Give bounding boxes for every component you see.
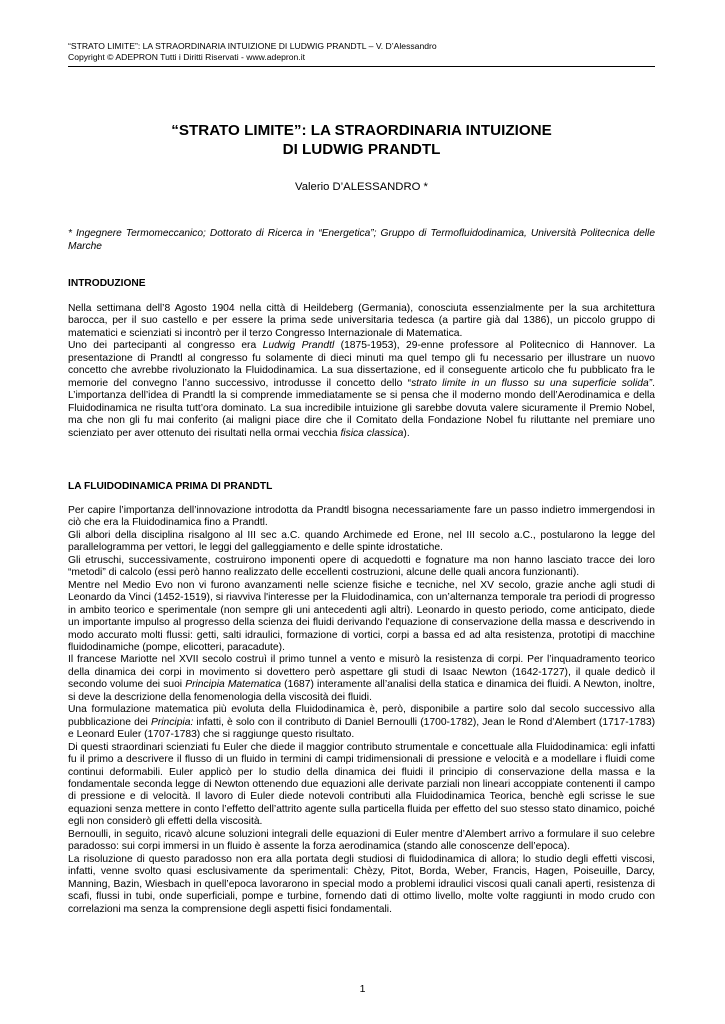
section-heading-fluidodinamica: LA FLUIDODINAMICA PRIMA DI PRANDTL: [68, 481, 273, 492]
intro-p2-text-d: ).: [403, 427, 410, 439]
fluid-body: [68, 505, 655, 916]
intro-p2-text-b: (1875-1953), 29-enne professore al Politecnico di Hannover. La presentazione di Prandtl al congresso fu solamente di dieci minuti ma quel tempo gli fu necessario per illustrare un nuovo concetto che avrebbe rivoluzionato la Fluidodinamica. La sua dissertazione, ed il conseguente articolo che fu pubblicato fra le memorie del convegno l’anno successivo, introdusse il concetto dello “: [68, 340, 655, 389]
fluid-p5-text-a: Il francese Mariotte nel XVII secolo costruì il primo tunnel a vento e misurò la resistenza di corpi. Per l’inquadramento teorico della dinamica dei corpi in movimento si dovettero però aspettare gli studi di Isaac Newton (1642-1727), il quale dedicò il secondo volume dei suoi: [68, 654, 655, 691]
fluid-paragraph-1: Per capire l’importanza dell’innovazione introdotta da Prandtl bisogna necessariamente fare un passo indietro immergendosi in ciò che era la Fluidodinamica fino a Prandtl.: [68, 505, 655, 529]
fisica-classica-italic: fisica classica: [340, 427, 404, 439]
running-header: [68, 41, 655, 67]
fluid-paragraph-9: La risoluzione di questo paradosso non era alla portata degli studiosi di fluidodinamica di allora; lo studio degli effetti viscosi, infatti, venne svolto quasi esclusivamente da sperimentali: Chèzy, Pitot, Borda, Weber, Francis, Hagen, Poiseuille, Darcy, Manning, Bazin, Wiesbach in quell’epoca lavorarono in special modo a problemi idraulici viscosi quali canali aperti, resistenza di scafi, flussi in tubi, onde superficiali, pompe e turbine, fornendo dati di ottimo livello, molte volte raggiunti in modo crudo con correlazioni ma senza la comprensione degli aspetti fisici fondamentali.: [68, 853, 655, 915]
fluid-paragraph-7: Di questi straordinari scienziati fu Euler che diede il maggior contributo strumentale e concettuale alla Fluidodinamica: egli infatti fu il primo a descrivere il flusso di un fluido in termini di campi tridimensionali di pressione e velocità e a modellare i fluidi come continui deformabili. Euler applicò per lo studio della dinamica dei fluidi il principio di conservazione della massa e la fondamentale seconda legge di Newton ottenendo due equazioni alle derivate parziali non lineari accoppiate contenenti il campo di pressione e di velocità. Il lavoro di Euler diede notevoli contributi alla Fluidodinamica Teorica, benchè egli scrisse le sue equazioni senza mettere in conto l’effetto dell’attrito agente sulla particella fluida per effetto del suo stesso stato dinamico, poiché egli non considerò gli effetti della viscosità.: [68, 741, 655, 828]
intro-p2-text-a: Uno dei partecipanti al congresso era: [68, 340, 263, 352]
intro-paragraph-2: [68, 340, 655, 440]
intro-body: [68, 303, 655, 440]
author-affiliation: * Ingegnere Termomeccanico; Dottorato di Ricerca in “Energetica”; Gruppo di Termofluidodinamica, Università Politecnica delle Marche: [68, 228, 655, 252]
page-number: 1: [359, 983, 366, 995]
prandtl-name-italic: Ludwig Prandtl: [262, 340, 335, 352]
header-title-line: “STRATO LIMITE”: LA STRAORDINARIA INTUIZIONE DI LUDWIG PRANDTL – V. D’Alessandro: [68, 41, 437, 51]
author-name: Valerio D’ALESSANDRO *: [295, 181, 428, 193]
fluid-paragraph-2: Gli albori della disciplina risalgono al III sec a.C. quando Archimede ed Erone, nel III secolo a.C., postularono la legge del parallelogramma per vettori, le leggi del galleggiamento e delle spinte idrostatiche.: [68, 529, 655, 554]
section-heading-introduzione: INTRODUZIONE: [68, 278, 146, 289]
fluid-p6-text-b: infatti, è solo con il contributo di Daniel Bernoulli (1700-1782), Jean le Rond d’Alembert (1717-1783) e Leonard Euler (1707-1783) che si raggiunge questo risultato.: [68, 716, 656, 741]
principia-italic: Principia:: [150, 716, 194, 728]
fluid-paragraph-5: [68, 654, 655, 704]
fluid-p5-text-b: (1687) interamente all’analisi della statica e dinamica dei fluidi. A Newton, inoltre, si deve la descrizione della fenomenologia della viscosità dei fluidi.: [68, 679, 655, 703]
title-line-2: DI LUDWIG PRANDTL: [282, 141, 441, 158]
intro-paragraph-1: Nella settimana dell’8 Agosto 1904 nella città di Heildeberg (Germania), conosciuta essenzialmente per la sua architettura barocca, per il suo castello e per essere la prima sede universitaria tedesca (a partire già dal 1386), un piccolo gruppo di matematici e scienziati si incontrò per il terzo Congresso Internazionale di Matematica.: [68, 303, 655, 339]
fluid-paragraph-6: [68, 704, 655, 741]
fluid-paragraph-3: Gli etruschi, successivamente, costruirono imponenti opere di acquedotti e fognature ma non hanno lasciato tracce dei loro “metodi” di calcolo (essi però hanno realizzato delle eccellenti costruzioni, alcune delle quali ancora funzionanti).: [68, 554, 655, 579]
boundary-layer-quote: strato limite in un flusso su una superficie solida”: [411, 377, 653, 389]
document-title: [68, 121, 655, 159]
title-line-1: “STRATO LIMITE”: LA STRAORDINARIA INTUIZIONE: [171, 122, 552, 139]
fluid-p6-text-a: Una formulazione matematica più evoluta della Fluidodinamica è, però, disponibile a partire solo dal secolo successivo alla pubblicazione dei: [68, 704, 655, 728]
fluid-paragraph-8: Bernoulli, in seguito, ricavò alcune soluzioni integrali delle equazioni di Euler mentre d’Alembert arrivo a formulare il suo celebre paradosso: sui corpi immersi in un fluido è assente la forza aerodinamica (stando alle conoscenze dell’epoca).: [68, 828, 655, 853]
fluid-paragraph-4: Mentre nel Medio Evo non vi furono avanzamenti nelle scienze fisiche e tecniche, nel XV secolo, grazie anche agli studi di Leonardo da Vinci (1452-1519), si riavviva l'interesse per la Fluidodinamica, con un’alternanza temporale tra periodi di progresso in ambito teorico e sperimentale (non sempre gli uni antecedenti agli altri). Leonardo in questo periodo, come anticipato, diede un importante impulso al progresso della scienza dei fluidi derivando l'equazione di conservazione della massa e descrivendo in modo accurato molti flussi: getti, salti idraulici, formazione di vortici, corpi a bassa ed ad alta resistenza, prototipi di macchine fluidodinamiche (pompe, elicotteri, paracadute).: [68, 579, 655, 653]
principia-matematica-italic: Principia Matematica: [185, 679, 282, 691]
intro-p2-text-c: . L’importanza dell’idea di Prandtl la si comprende immediatamente se si pensa che il moderno mondo dell’Aerodinamica e della Fluidodinamica ne risulta tutt’ora dominato. La sua incredibile intuizione gli sarebbe dovuta valere sicuramente il Premio Nobel, ma che non gli fu mai conferito (ai maligni piace dire che il Comitato della Fondazione Nobel fu riluttante nel premiare uno scienziato per aver ottenuto dei risultati nella ormai vecchia: [68, 377, 655, 439]
header-copyright-line: Copyright © ADEPRON Tutti i Diritti Riservati - www.adepron.it: [68, 52, 305, 62]
